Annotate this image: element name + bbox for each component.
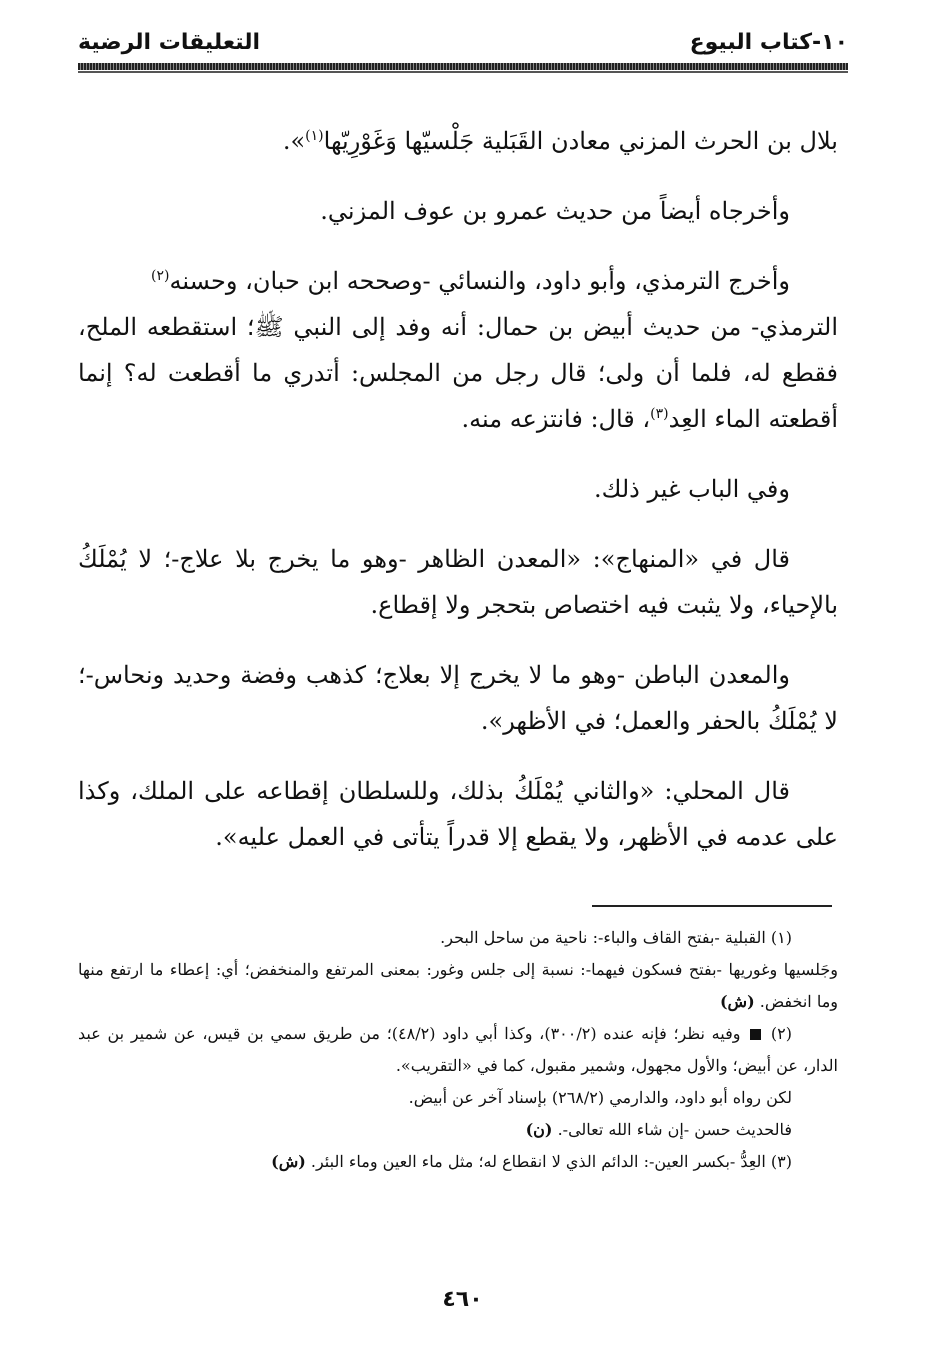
footnotes <box>78 922 838 1178</box>
book-title: التعليقات الرضية <box>78 30 261 55</box>
paragraph: قال المحلي: «والثاني يُمْلَكُ بذلك، وللسلطان إقطاعه على الملك، وكذا على عدمه في الأظهر، ولا يقطع إلا قدراً يتأتى في العمل عليه». <box>78 777 838 851</box>
paragraph: وفي الباب غير ذلك. <box>594 475 790 503</box>
footnote: فالحديث حسن -إن شاء الله تعالى-. (ن) <box>525 1120 792 1139</box>
footnote-marker: (٢) <box>151 268 170 284</box>
footnote: (٣) العِدُّ -بكسر العين-: الدائم الذي لا انقطاع له؛ مثل ماء العين وماء البئر. (ش) <box>271 1152 792 1171</box>
square-marker-icon <box>750 1029 761 1040</box>
signature: (ش) <box>719 992 755 1011</box>
paragraph: بلال بن الحرث المزني معادن القَبَلية جَلْسيّها وَغَوْرِيّها$^{(١)}$». <box>282 127 838 155</box>
page-number: ٤٦٠ <box>442 1287 483 1312</box>
header-rule-thin <box>78 71 848 73</box>
paragraph: والمعدن الباطن -وهو ما لا يخرج إلا بعلاج؛ كذهب وفضة وحديد ونحاس-؛ لا يُمْلَكُ بالحفر والعمل؛ في الأظهر». <box>78 661 838 735</box>
signature: (ن) <box>525 1120 553 1139</box>
chapter-title: ١٠-كتاب البيوع <box>689 30 848 55</box>
footnote-marker: (١) <box>305 128 324 144</box>
footnote: (١) القبلية -بفتح القاف والباء-: ناحية من ساحل البحر. <box>440 928 792 947</box>
signature: (ش) <box>271 1152 306 1171</box>
paragraph: قال في «المنهاج»: «المعدن الظاهر -وهو ما يخرج بلا علاج-؛ لا يُمْلَكُ بالإحياء، ولا يثبت فيه اختصاص بتحجر ولا إقطاع. <box>78 545 838 619</box>
footnote-marker: (٣) <box>650 406 669 422</box>
footnote-separator <box>592 905 832 907</box>
paragraph: الترمذي- من حديث أبيض بن حمال: أنه وفد إلى النبي ﷺ؛ استقطعه الملح، فقطع له، فلما أن ولى؛ قال رجل من المجلس: أتدري ما أقطعت له؟ إنما أقطعته الماء العِد$^{(٣)}$، قال: فانتزعه منه. <box>78 313 838 433</box>
header-rule <box>78 63 848 70</box>
footnote: لكن رواه أبو داود، والدارمي (٢٦٨/٢) بإسناد آخر عن أبيض. <box>408 1088 792 1107</box>
footnote: (٢) وفيه نظر؛ فإنه عنده (٣٠٠/٢)، وكذا أبي داود (٤٨/٢)؛ من طريق سمي بن قيس، عن شمير بن عبد الدار، عن أبيض؛ والأول مجهول، وشمير مقبول، كما في «التقريب». <box>78 1024 838 1075</box>
paragraph: وأخرج الترمذي، وأبو داود، والنسائي -وصححه ابن حبان، وحسنه$^{(٢)}$ <box>151 267 790 295</box>
paragraph: وأخرجاه أيضاً من حديث عمرو بن عوف المزني. <box>320 197 790 225</box>
main-text <box>78 118 838 884</box>
footnote: وجَلسيها وغوريها -بفتح فسكون فيهما-: نسبة إلى جلس وغور: بمعنى المرتفع والمنخفض؛ أي: إعطاء ما ارتفع منها وما انخفض. (ش) <box>78 960 838 1011</box>
running-header <box>78 22 848 62</box>
